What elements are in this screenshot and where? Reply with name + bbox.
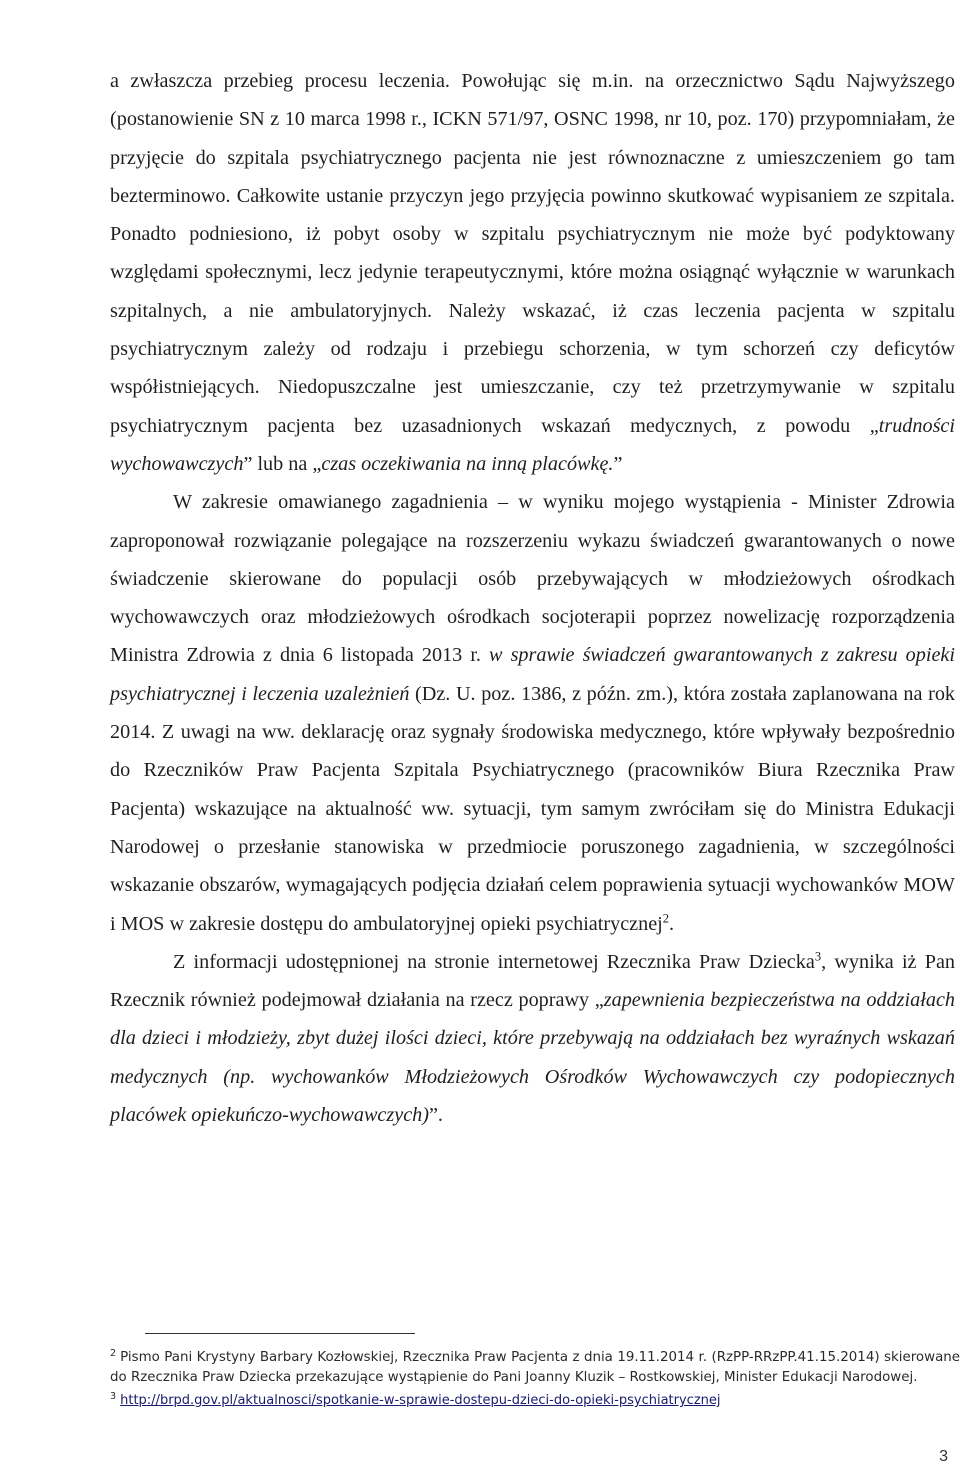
text-run: ” lub na „ (243, 452, 322, 475)
text-run: W zakresie omawianego zagadnienia – w wyniku mojego wystąpienia - Minister Zdrowia zaproponował rozwiązanie polegające na rozszerzeniu wykazu świadczeń gwarantowanych o nowe świadczenie skierowane do populacji osób przebywających w młodzieżowych ośrodkach wychowawczych oraz młodzieżowych ośrodkach socjoterapii poprzez nowelizację rozporządzenia Ministra Zdrowia z dnia 6 listopada 2013 r. (110, 491, 955, 667)
text-run: (Dz. U. poz. 1386, z późn. zm.), która została zaplanowana na rok 2014. Z uwagi na ww. deklarację oraz sygnały środowiska medycznego, które wpływały bezpośrednio do Rzeczników Praw Pacjenta Szpitala Psychiatrycznego (pracowników Biura Rzecznika Praw Pacjenta) wskazujące na aktualność ww. sytuacji, tym samym zwróciłam się do Ministra Edukacji Narodowej o przesłanie stanowiska w przedmiocie poruszonego zagadnienia, w szczególności wskazanie obszarów, wymagających podjęcia działań celem poprawienia sytuacji wychowanków MOW i MOS w zakresie dostępu do ambulatoryjnej opieki psychiatrycznej (110, 682, 956, 935)
footnote-3 (110, 1391, 960, 1411)
footnote-2-text: Pismo Pani Krystyny Barbary Kozłowskiej, Rzecznika Praw Pacjenta z dnia 19.11.2014 r. (RzPP-RRzPP.41.15.2014) skierowane do Rzecznika Praw Dziecka przekazujące wystąpienie do Pani Joanny Kluzik – Rostkowskiej, Minister Edukacji Narodowej. (110, 1350, 960, 1385)
text-run: ” (613, 452, 623, 475)
emphasized-text: czas oczekiwania na inną placówkę. (321, 452, 614, 475)
text-run: Z informacji udostępnionej na stronie internetowej Rzecznika Praw Dziecka (173, 950, 815, 973)
paragraph (110, 483, 955, 943)
footnote-3-link[interactable]: http://brpd.gov.pl/aktualnosci/spotkanie-w-sprawie-dostepu-dzieci-do-opieki-psychiatrycznej (120, 1393, 721, 1409)
footnote-separator (145, 1333, 415, 1334)
footnote-ref: 3 (814, 949, 822, 964)
footnote-2 (110, 1348, 960, 1387)
text-run: . (669, 912, 675, 935)
footnote-3-number: 3 (110, 1390, 117, 1402)
emphasized-text: zapewnienia bezpieczeństwa na oddziałach dla dzieci i młodzieży, zbyt dużej ilości dzieci, które przebywają na oddziałach bez wyraźnych wskazań medycznych (np. wychowanków Młodzieżowych Ośrodków Wychowawczych czy podopiecznych placówek opiekuńczo-wychowawczych) (110, 989, 955, 1127)
page-number: 3 (939, 1448, 948, 1465)
paragraph (110, 62, 955, 483)
footnotes (110, 1348, 960, 1415)
footnote-2-number: 2 (110, 1347, 117, 1359)
body-text (110, 62, 955, 1134)
emphasized-text: w sprawie świadczeń gwarantowanych z zakresu opieki psychiatrycznej i leczenia uzależnień (110, 644, 955, 705)
text-run: ”. (428, 1104, 443, 1127)
emphasized-text: trudności wychowawczych (110, 414, 955, 475)
text-run: , wynika iż Pan Rzecznik również podejmował działania na rzecz poprawy „ (110, 950, 955, 1012)
text-run: a zwłaszcza przebieg procesu leczenia. Powołując się m.in. na orzecznictwo Sądu Najwyższego (postanowienie SN z 10 marca 1998 r., ICKN 571/97, OSNC 1998, nr 10, poz. 170) przypomniałam, że przyjęcie do szpitala psychiatrycznego pacjenta nie jest równoznaczne z umieszczeniem go tam bezterminowo. Całkowite ustanie przyczyn jego przyjęcia powinno skutkować wypisaniem ze szpitala. Ponadto podniesiono, iż pobyt osoby w szpitalu psychiatrycznym nie może być podyktowany względami społecznymi, lecz jedynie terapeutycznymi, które można osiągnąć wyłącznie w warunkach szpitalnych, a nie ambulatoryjnych. Należy wskazać, iż czas leczenia pacjenta w szpitalu psychiatrycznym zależy od rodzaju i przebiegu schorzenia, w tym schorzeń czy deficytów współistniejących. Niedopuszczalne jest umieszczanie, czy też przetrzymywanie w szpitalu psychiatrycznym pacjenta bez uzasadnionych wskazań medycznych, z powodu „ (110, 70, 955, 437)
footnote-ref: 2 (662, 910, 670, 925)
paragraph (110, 943, 955, 1134)
